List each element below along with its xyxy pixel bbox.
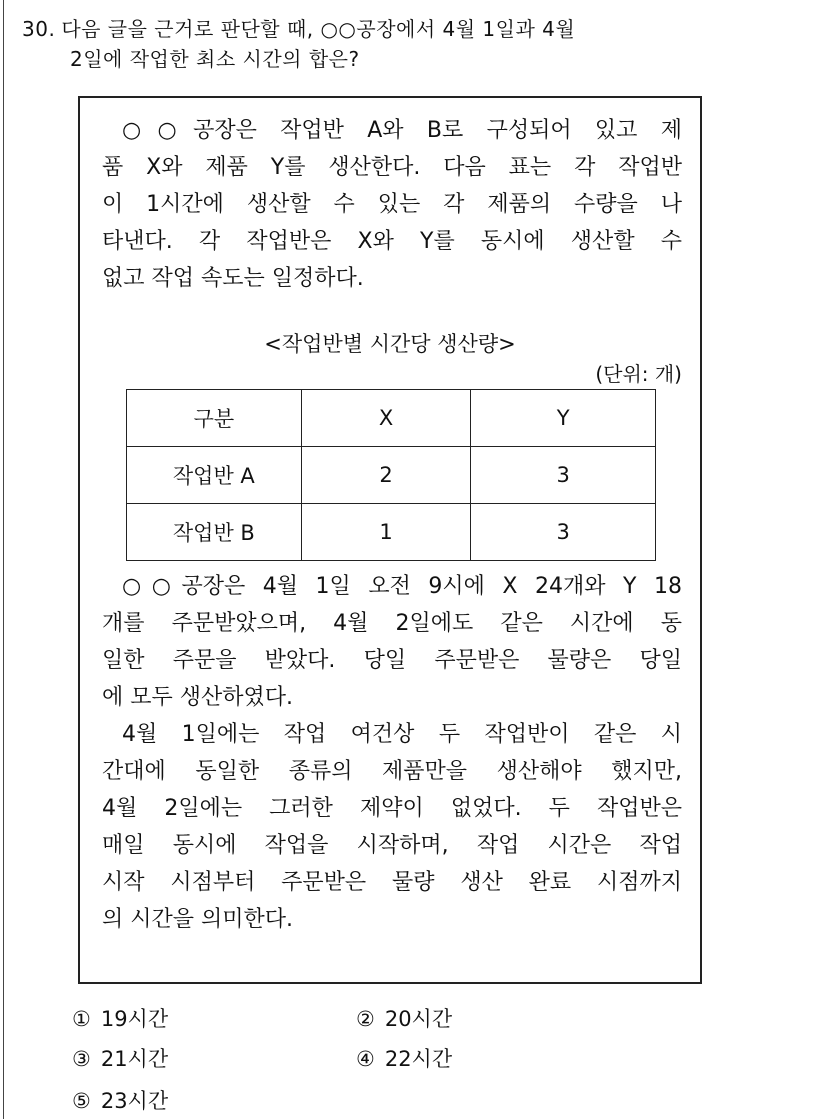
table-cell: 1 bbox=[301, 504, 471, 561]
option-text: 19시간 bbox=[100, 1007, 169, 1031]
option-marker: ⑤ bbox=[72, 1089, 91, 1113]
option-marker: ④ bbox=[356, 1047, 375, 1071]
option-marker: ① bbox=[72, 1007, 91, 1031]
passage-p3-line-6: 의 시간을 의미한다. bbox=[102, 907, 293, 932]
option-text: 23시간 bbox=[100, 1089, 169, 1113]
passage-p3-line-1: 4월 1일에는 작업 여건상 두 작업반이 같은 시 bbox=[122, 722, 682, 747]
option-text: 20시간 bbox=[384, 1007, 453, 1031]
passage-p2-line-3: 일한 주문을 받았다. 당일 주문받은 물량은 당일 bbox=[102, 648, 682, 673]
passage-p3-line-2: 간대에 동일한 종류의 제품만을 생산해야 했지만, bbox=[102, 759, 682, 784]
table-cell: 작업반 B bbox=[127, 504, 302, 561]
passage-p3-line-3: 4월 2일에는 그러한 제약이 없었다. 두 작업반은 bbox=[102, 796, 682, 821]
passage-p1-line-1: ○○공장은 작업반 A와 B로 구성되어 있고 제 bbox=[122, 118, 682, 143]
passage-p3-line-4: 매일 동시에 작업을 시작하며, 작업 시간은 작업 bbox=[102, 833, 682, 858]
passage-p2-line-4: 에 모두 생산하였다. bbox=[102, 685, 293, 710]
passage-p1-line-5: 없고 작업 속도는 일정하다. bbox=[102, 266, 364, 291]
passage-p2-line-1: ○○공장은 4월 1일 오전 9시에 X 24개와 Y 18 bbox=[122, 574, 682, 599]
option-marker: ② bbox=[356, 1007, 375, 1031]
table-unit: (단위: 개) bbox=[595, 362, 682, 386]
table-header-cell: 구분 bbox=[127, 390, 302, 447]
option-5[interactable] bbox=[72, 1086, 168, 1116]
table-header-cell: Y bbox=[471, 390, 656, 447]
table-title: <작업반별 시간당 생산량> bbox=[264, 332, 516, 356]
option-2[interactable] bbox=[356, 1004, 452, 1034]
option-1[interactable] bbox=[72, 1004, 168, 1034]
question-line-2: 2일에 작업한 최소 시간의 합은? bbox=[70, 47, 360, 71]
option-text: 22시간 bbox=[384, 1047, 453, 1071]
question-stem bbox=[22, 14, 762, 74]
option-marker: ③ bbox=[72, 1047, 91, 1071]
passage-p1-line-3: 이 1시간에 생산할 수 있는 각 제품의 수량을 나 bbox=[102, 192, 682, 217]
table-header-cell: X bbox=[301, 390, 471, 447]
table-cell: 3 bbox=[471, 447, 656, 504]
passage-p2-line-2: 개를 주문받았으며, 4월 2일에도 같은 시간에 동 bbox=[102, 611, 682, 636]
table-row bbox=[127, 447, 656, 504]
question-text-1: 다음 글을 근거로 판단할 때, ○○공장에서 4월 1일과 4월 bbox=[61, 17, 576, 41]
question-line-1 bbox=[22, 14, 762, 44]
passage-p1-line-2: 품 X와 제품 Y를 생산한다. 다음 표는 각 작업반 bbox=[102, 155, 682, 180]
table-cell: 3 bbox=[471, 504, 656, 561]
table-header-row bbox=[127, 390, 656, 447]
question-number: 30. bbox=[22, 17, 56, 41]
option-4[interactable] bbox=[356, 1044, 452, 1074]
table-cell: 2 bbox=[301, 447, 471, 504]
production-table bbox=[126, 389, 656, 561]
option-text: 21시간 bbox=[100, 1047, 169, 1071]
option-3[interactable] bbox=[72, 1044, 168, 1074]
table-row bbox=[127, 504, 656, 561]
passage-box bbox=[78, 96, 702, 984]
passage-p1-line-4: 타낸다. 각 작업반은 X와 Y를 동시에 생산할 수 bbox=[102, 229, 682, 254]
passage-p3-line-5: 시작 시점부터 주문받은 물량 생산 완료 시점까지 bbox=[102, 870, 682, 895]
page-left-border bbox=[3, 0, 4, 1119]
table-cell: 작업반 A bbox=[127, 447, 302, 504]
